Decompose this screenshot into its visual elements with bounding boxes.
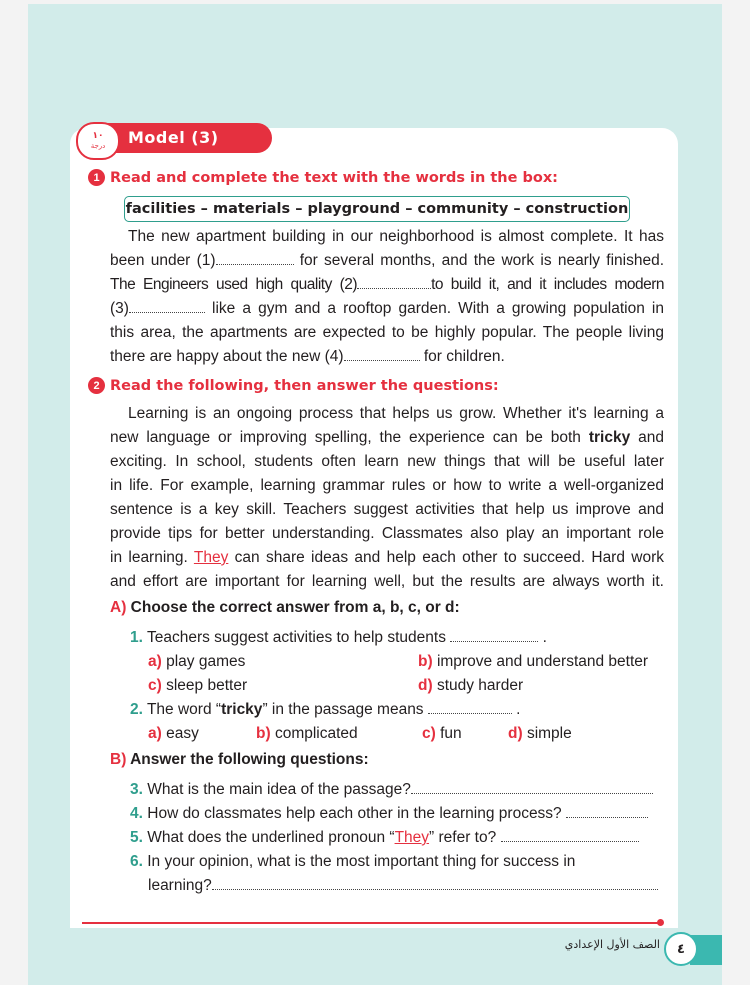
q1-text-line-1: The new apartment building in our neighborhood is almost complete. It has bbox=[128, 228, 664, 245]
question-b3: 3. What is the main idea of the passage? bbox=[130, 778, 662, 802]
option-a2-c[interactable]: c) fun bbox=[422, 725, 462, 742]
question-2-instruction: Read the following, then answer the questions: bbox=[110, 377, 499, 394]
q1-text-line-4: (3) like a gym and a rooftop garden. With a growing population in bbox=[110, 300, 664, 317]
blank-2[interactable] bbox=[357, 276, 431, 289]
q1-text-line-3: The Engineers used high quality (2) to build it, and it includes modern bbox=[110, 276, 664, 293]
passage-line-8: and effort are important for learning well, but the results are always worth it. bbox=[110, 573, 664, 590]
blank-4[interactable] bbox=[344, 348, 420, 361]
section-a-heading: A) Choose the correct answer from a, b, c, or d: bbox=[110, 599, 460, 616]
passage-line-3: exciting. In school, students often learn new things that will be useful later bbox=[110, 453, 664, 470]
blank-1[interactable] bbox=[216, 252, 294, 265]
score-badge-word: درجة bbox=[90, 142, 106, 150]
answer-blank-a2[interactable] bbox=[428, 701, 512, 714]
keyword-tricky: tricky bbox=[588, 429, 631, 446]
question-1-instruction: Read and complete the text with the words in the box: bbox=[110, 169, 558, 186]
option-a2-b[interactable]: b) complicated bbox=[256, 725, 358, 742]
question-1-heading bbox=[88, 169, 558, 186]
score-badge-number: ١٠ bbox=[92, 131, 104, 141]
passage-line-1: Learning is an ongoing process that helps us grow. Whether it's learning a bbox=[128, 405, 664, 422]
passage-line-5: sentence is a key skill. Teachers suggest activities that help us improve and bbox=[110, 501, 664, 518]
underlined-pronoun-they: They bbox=[193, 549, 229, 566]
question-b4: 4. How do classmates help each other in the learning process? bbox=[130, 802, 648, 826]
option-a1-a[interactable]: a) play games bbox=[148, 653, 246, 670]
answer-line-b3[interactable] bbox=[411, 781, 653, 794]
answer-blank-a1[interactable] bbox=[450, 629, 538, 642]
option-a2-a[interactable]: a) easy bbox=[148, 725, 199, 742]
grade-label: الصف الأول الإعدادي bbox=[564, 938, 660, 951]
q1-text-line-2: been under (1) for several months, and the work is nearly finished. bbox=[110, 252, 664, 269]
model-title-tab bbox=[108, 123, 272, 153]
word-box: facilities – materials – playground – community – construction bbox=[124, 196, 630, 222]
score-badge bbox=[76, 122, 120, 160]
option-a1-b[interactable]: b) improve and understand better bbox=[418, 653, 649, 670]
question-b5: 5. What does the underlined pronoun “They” refer to? bbox=[130, 826, 639, 850]
option-a2-d[interactable]: d) simple bbox=[508, 725, 572, 742]
option-a1-d[interactable]: d) study harder bbox=[418, 677, 524, 694]
question-2-heading bbox=[88, 377, 499, 394]
passage-line-4: in life. For example, learning grammar rules or how to write a well-organized bbox=[110, 477, 664, 494]
passage-line-6: provide tips for better understanding. Classmates also play an important role bbox=[110, 525, 664, 542]
q1-text-line-5: this area, the apartments are expected to be highly popular. The people living bbox=[110, 324, 664, 341]
q1-text-line-6: there are happy about the new (4) for children. bbox=[110, 348, 505, 365]
bottom-rule-dot bbox=[657, 919, 664, 926]
section-b-heading: B) Answer the following questions: bbox=[110, 751, 369, 768]
page-number: ٤ bbox=[664, 932, 698, 966]
question-b6-continued: learning? bbox=[148, 874, 658, 898]
answer-line-b4[interactable] bbox=[566, 805, 648, 818]
answer-line-b6[interactable] bbox=[212, 877, 658, 890]
passage-line-2: new language or improving spelling, the experience can be both tricky and bbox=[110, 429, 664, 446]
answer-line-b5[interactable] bbox=[501, 829, 639, 842]
question-2-number: 2 bbox=[88, 377, 105, 394]
question-1-number: 1 bbox=[88, 169, 105, 186]
question-b6: 6. In your opinion, what is the most important thing for success in bbox=[130, 853, 576, 870]
model-title: Model (3) bbox=[128, 128, 219, 147]
question-a1: 1. Teachers suggest activities to help students . bbox=[130, 629, 547, 646]
question-a2: 2. The word “tricky” in the passage means . bbox=[130, 701, 521, 718]
blank-3[interactable] bbox=[129, 300, 205, 313]
passage-line-7: in learning. They can share ideas and help each other to succeed. Hard work bbox=[110, 549, 665, 566]
bottom-rule bbox=[82, 922, 660, 924]
option-a1-c[interactable]: c) sleep better bbox=[148, 677, 248, 694]
